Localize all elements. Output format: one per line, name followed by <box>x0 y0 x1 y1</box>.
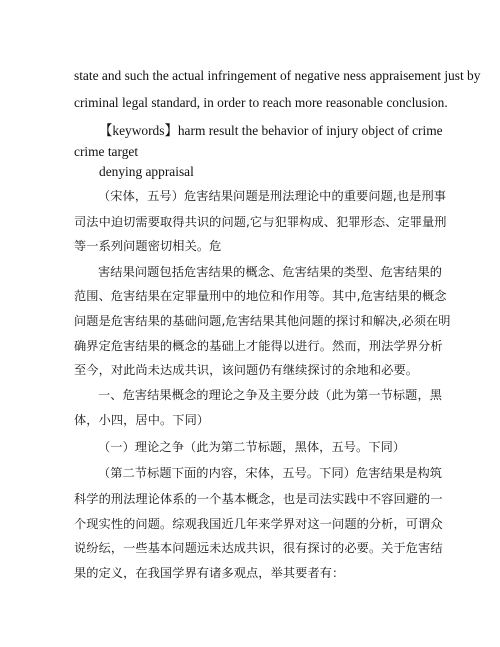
body-paragraph-1-line-3: 等一系列问题密切相关。危 <box>74 239 222 253</box>
body-paragraph-3-line-1: （第二节标题下面的内容，宋体，五号。下同）危害结果是构筑 <box>98 466 443 480</box>
section-title-line-2: 体，小四，居中。下同） <box>74 413 210 427</box>
body-paragraph-3-line-4: 说纷纭，一些基本问题远未达成共识，很有探讨的必要。关于危害结 <box>74 541 443 555</box>
body-paragraph-1-line-2: 司法中迫切需要取得共识的问题,它与犯罪构成、犯罪形态、定罪量刑 <box>74 215 447 229</box>
body-paragraph-2-line-3: 问题是危害结果的基础问题,危害结果其他问题的探讨和解决,必须在明 <box>74 314 451 328</box>
section-title-line-1: 一、危害结果概念的理论之争及主要分歧（此为第一节标题，黑 <box>98 388 443 402</box>
body-paragraph-3-line-2: 科学的刑法理论体系的一个基本概念，也是司法实践中不容回避的一 <box>74 492 443 506</box>
body-paragraph-2-line-1: 害结果问题包括危害结果的概念、危害结果的类型、危害结果的 <box>98 265 443 279</box>
body-paragraph-3-line-5: 果的定义，在我国学界有诸多观点，举其要者有： <box>74 566 345 580</box>
keywords-line-1: 【keywords】harm result the behavior of injury object of crime <box>99 123 443 138</box>
keywords-line-3: denying appraisal <box>99 164 194 179</box>
body-paragraph-2-line-5: 至今，对此尚未达成共识，该问题仍有继续探讨的余地和必要。 <box>74 363 419 377</box>
body-paragraph-1-line-1: （宋体，五号）危害结果问题是刑法理论中的重要问题,也是刑事 <box>98 189 447 203</box>
body-paragraph-2-line-2: 范围、危害结果在定罪量刑中的地位和作用等。其中,危害结果的概念 <box>74 289 447 303</box>
body-paragraph-2-line-4: 确界定危害结果的概念的基础上才能得以进行。然而，刑法学界分析 <box>74 339 443 353</box>
body-paragraph-3-line-3: 个现实性的问题。综观我国近几年来学界对这一问题的分析，可谓众 <box>74 517 443 531</box>
abstract-line-2: criminal legal standard, in order to reach more reasonable conclusion. <box>74 95 448 110</box>
keywords-line-2: crime target <box>74 144 139 159</box>
abstract-line-1: state and such the actual infringement of negative ness appraisement just by <box>74 68 481 83</box>
subsection-title: （一）理论之争（此为第二节标题，黑体，五号。下同） <box>98 440 406 454</box>
